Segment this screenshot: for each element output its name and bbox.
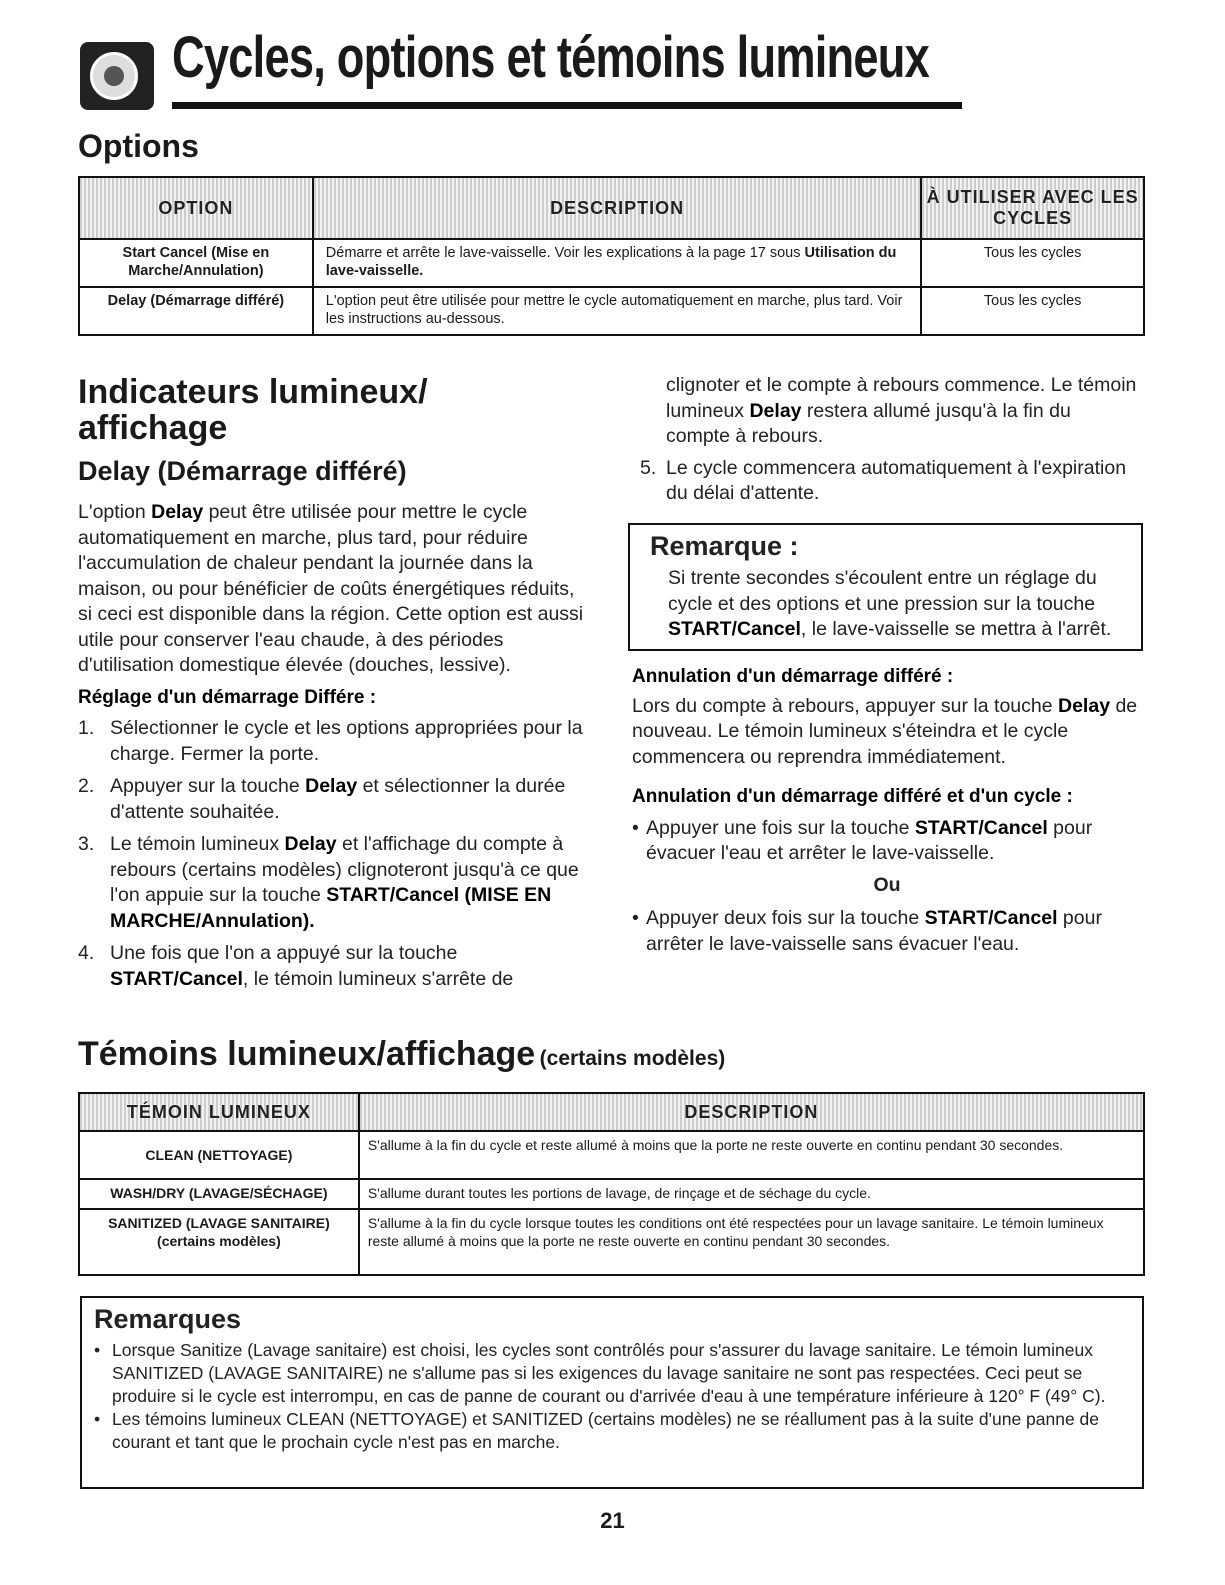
options-table (78, 176, 1145, 336)
step-4-continued: clignoter et le compte à rebours commence. Le témoin lumineux Delay restera allumé jusqu'à la fin du compte à rebours. (666, 374, 1137, 447)
table-row (79, 287, 1144, 335)
table-row (79, 1131, 1144, 1179)
delay-intro: L'option Delay peut être utilisée pour mettre le cycle automatiquement en marche, plus tard, pour réduire l'accumulation de chaleur pendant la journée dans la maison, ou pour bénéficier de coûts énergétiques réduits, si ceci est disponible dans la région. Cette option est aussi utile pour conserver l'eau chaude, à des périodes d'utilisation domestique élevée (douches, lessive). (78, 501, 584, 676)
light-description: S'allume à la fin du cycle lorsque toutes les conditions ont été respectées pour un lavage sanitaire. Le témoin lumineux reste allumé à moins que la porte ne reste ouverte en continu pendant 30 secondes. (359, 1209, 1144, 1275)
cancel-delay-text: Lors du compte à rebours, appuyer sur la touche Delay de nouveau. Le témoin lumineux s'éteindra et le cycle commencera ou reprendra immédiatement. (632, 694, 1138, 768)
cancel-delay-heading: Annulation d'un démarrage différé : (632, 666, 954, 687)
cancel-cycle-bullets-2 (632, 906, 1142, 957)
option-use-with: Tous les cycles (921, 239, 1144, 287)
list-item: • Lorsque Sanitize (Lavage sanitaire) est choisi, les cycles sont contrôlés pour s'assurer du lavage sanitaire. Le témoin lumineux SANITIZED (LAVAGE SANITAIRE) ne s'allume pas si les exigences du lavage sanitaire ne sont pas respectées. Ceci peut se produire si le cycle est interrompu, en cas de panne de courant ou d'arrivée d'eau à une température inférieure à 120° F (49° C). (94, 1339, 1126, 1408)
options-header-description: DESCRIPTION (313, 177, 922, 239)
table-row (79, 1179, 1144, 1209)
options-heading: Options (78, 128, 199, 164)
table-row (79, 1209, 1144, 1275)
indicators-heading: Indicateurs lumineux/ affichage (78, 373, 428, 447)
remarks-title: Remarques (94, 1304, 242, 1334)
cancel-section (632, 664, 1142, 957)
cancel-cycle-heading: Annulation d'un démarrage différé et d'un cycle : (632, 786, 1073, 807)
cancel-cycle-bullets (632, 816, 1142, 867)
options-header-option: OPTION (79, 177, 313, 239)
list-item: • Appuyer deux fois sur la touche START/Cancel pour arrêter le lave-vaisselle sans évacuer l'eau. (632, 906, 1142, 957)
list-item: • Appuyer une fois sur la touche START/Cancel pour évacuer l'eau et arrêter le lave-vaisselle. (632, 816, 1142, 867)
option-use-with: Tous les cycles (921, 287, 1144, 335)
list-item: 1. Sélectionner le cycle et les options appropriées pour la charge. Fermer la porte. (78, 717, 583, 765)
title-rule (172, 102, 962, 109)
list-item: • Les témoins lumineux CLEAN (NETTOYAGE) et SANITIZED (certains modèles) ne se réallument pas à la suite d'une panne de courant et tant que le prochain cycle n'est pas en marche. (94, 1408, 1126, 1454)
light-description: S'allume durant toutes les portions de lavage, de rinçage et de séchage du cycle. (359, 1179, 1144, 1209)
or-label: Ou (873, 873, 901, 896)
note-title: Remarque : (650, 531, 799, 561)
page-title: Cycles, options et témoins lumineux (172, 25, 930, 90)
light-description: S'allume à la fin du cycle et reste allumé à moins que la porte ne reste ouverte en continu pendant 30 secondes. (359, 1131, 1144, 1179)
page-number: 21 (600, 1508, 625, 1533)
lights-table (78, 1092, 1145, 1276)
light-name: WASH/DRY (LAVAGE/SÉCHAGE) (79, 1179, 359, 1209)
light-name: CLEAN (NETTOYAGE) (79, 1131, 359, 1179)
lights-header-description: DESCRIPTION (359, 1093, 1144, 1131)
option-name: Delay (Démarrage différé) (79, 287, 313, 335)
option-description: L'option peut être utilisée pour mettre le cycle automatiquement en marche, plus tard. Voir les instructions au-dessous. (313, 287, 922, 335)
list-item: 5. Le cycle commencera automatiquement à l'expiration du délai d'attente. (640, 456, 1127, 504)
remarks-list (94, 1339, 1126, 1454)
remarks-box (80, 1296, 1144, 1489)
table-row (79, 239, 1144, 287)
list-item: 3. Le témoin lumineux Delay et l'affichage du compte à rebours (certains modèles) clignoteront jusqu'à ce que l'on appuie sur la touche START/Cancel (MISE EN MARCHE/Annulation). (78, 833, 579, 932)
left-column (78, 500, 588, 992)
options-header-use-with: À UTILISER AVEC LES CYCLES (921, 177, 1144, 239)
list-item: 4. Une fois que l'on a appuyé sur la touche START/Cancel, le témoin lumineux s'arrête de (78, 942, 514, 990)
lights-heading: Témoins lumineux/affichage (certains modèles) (78, 1035, 726, 1073)
right-column (640, 373, 1140, 514)
dishwasher-disc-icon (80, 42, 154, 110)
delay-heading: Delay (Démarrage différé) (78, 456, 407, 486)
light-name: SANITIZED (LAVAGE SANITAIRE) (certains modèles) (79, 1209, 359, 1275)
setting-heading: Réglage d'un démarrage Différe : (78, 686, 377, 708)
option-name: Start Cancel (Mise en Marche/Annulation) (79, 239, 313, 287)
steps-list (78, 716, 588, 992)
option-description: Démarre et arrête le lave-vaisselle. Voir les explications à la page 17 sous Utilisation du lave-vaisselle. (313, 239, 922, 287)
list-item: 2. Appuyer sur la touche Delay et sélectionner la durée d'attente souhaitée. (78, 775, 566, 823)
steps-list-continued (640, 456, 1140, 507)
note-box (628, 523, 1143, 651)
lights-header-light: TÉMOIN LUMINEUX (79, 1093, 359, 1131)
note-text: Si trente secondes s'écoulent entre un réglage du cycle et des options et une pression sur la touche START/Cancel, le lave-vaisselle se mettra à l'arrêt. (668, 567, 1112, 640)
